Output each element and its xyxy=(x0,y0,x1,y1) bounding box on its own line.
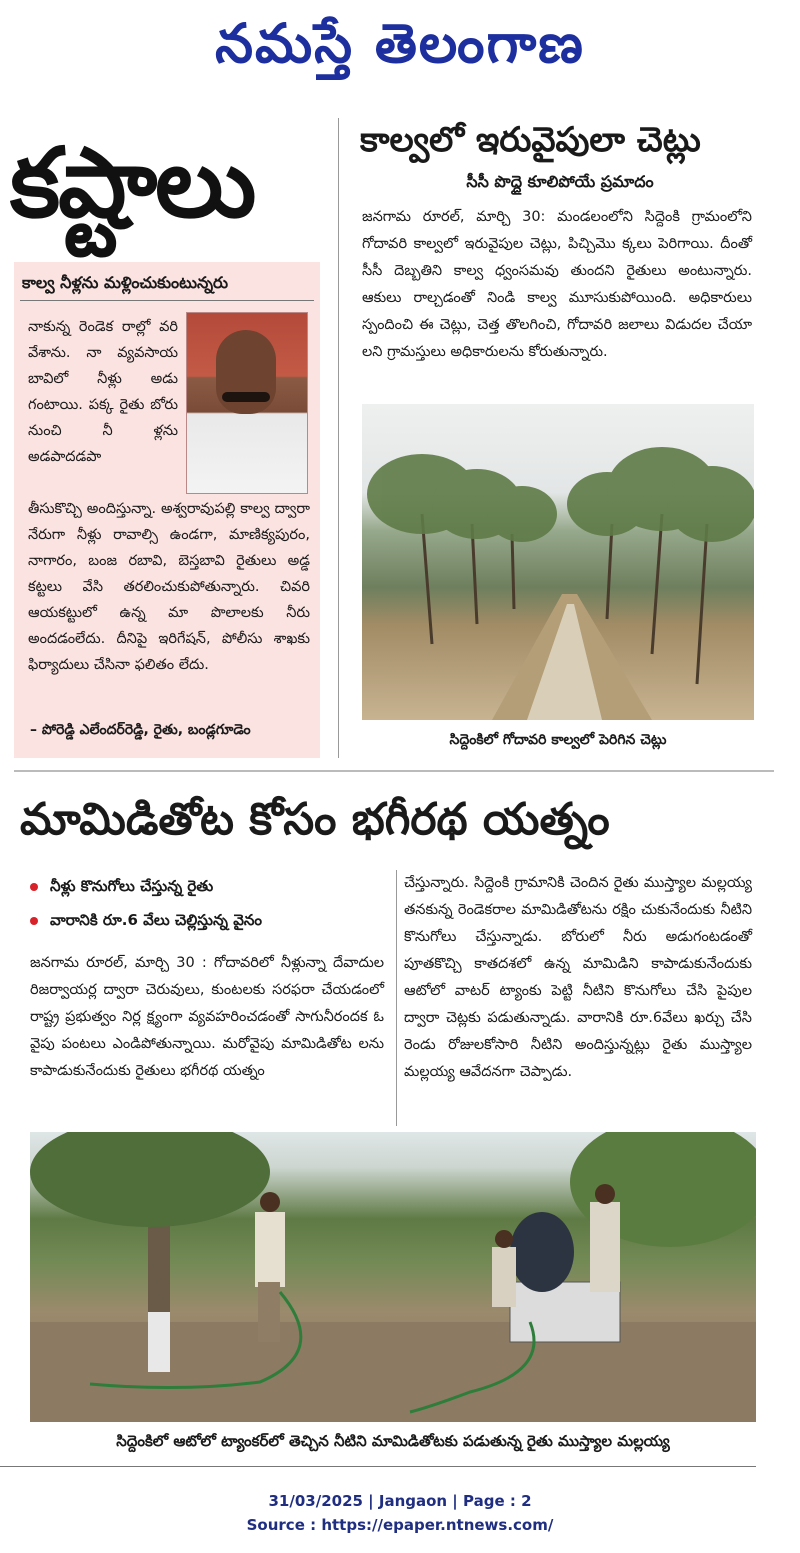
quote-box-heading: కాల్వ నీళ్లను మళ్లించుకుంటున్నరు xyxy=(22,273,229,292)
section-divider xyxy=(14,770,774,772)
bullet-item xyxy=(30,908,380,932)
quote-text-part1: నాకున్న రెండెక రాల్లో వరి వేశాను. నా వ్యవసాయ బావిలో నీళ్లు అడు గంటాయి. పక్క రైతు బోరు నుంచి నీ ళ్లను అడపాదడపా xyxy=(28,319,178,465)
mango-body-left: జనగామ రూరల్, మార్చి 30 : గోదావరిలో నీళ్లున్నా దేవాదుల రిజర్వాయర్ల ద్వారా చెరువులు, కుంటలకు సరఫరా చేయడంలో రాష్ట్ర ప్రభుత్వం నిర్ల క్ష్యంగా వ్యవహరించడంతో సాగునీరందక ఓ వైపు పంటలు ఎండిపోతున్నాయి. మరోవైపు మామిడితోట లను కాపాడుకునేందుకు రైతులు భగీరథ యత్నం xyxy=(30,955,384,1079)
source-link[interactable]: Source : https://epaper.ntnews.com/ xyxy=(246,1516,554,1534)
bullet-dot-icon xyxy=(30,883,38,891)
bullet-dot-icon xyxy=(30,917,38,925)
bullet-text: వారానికి రూ.6 వేలు చెల్లిస్తున్న వైనం xyxy=(50,911,263,929)
divider xyxy=(20,300,314,301)
quote-text-part2: తీసుకొచ్చి అందిస్తున్నా. అశ్వరావుపల్లి కాల్వ ద్వారా నేరుగా నీళ్లు రావాల్సి ఉండగా, మాణిక్యపురం, నాగారం, బంజ రబావి, బెస్తబావి రైతులు అడ్డ కట్టలు వేసి తరలించుకుపోతున్నారు. చివరి ఆయకట్టులో ఉన్న మా పొలాలకు నీరు అందడంలేదు. దీనిపై ఇరిగేషన్, పోలీసు శాఖకు ఫిర్యాదులు చేసినా ఫలితం లేదు. xyxy=(28,501,310,673)
mango-body-right: చేస్తున్నారు. సిద్దెంకి గ్రామానికి చెందిన రైతు ముస్త్యాల మల్లయ్య తనకున్న రెండెకరాల మామిడితోటను రక్షిం చుకునేందుకు నీటిని కొనుగోలు చేస్తున్నాడు. బోరులో నీరు అడుగంటడంతో పూతకొచ్చి కాతదశలో ఉన్న మామిడిని కాపాడుకునేందుకు ఆటోలో వాటర్ ట్యాంకు పెట్టి నీటిని కొనుగోలు చేసి పైపుల ద్వారా చెట్లకు పడుతున్నాడు. వారానికి రూ.6వేలు ఖర్చు చేసి రెండు రోజులకోసారి నీటిని అందిస్తున్నట్లు రైతు ముస్త్యాల మల్లయ్య ఆవేదనగా చెప్పాడు. xyxy=(404,875,752,1080)
section-title: కష్టాలు xyxy=(10,127,255,239)
article-headline: కాల్వలో ఇరువైపులా చెట్లు xyxy=(360,120,701,160)
bullet-item xyxy=(30,874,380,898)
mango-photo-caption: సిద్దెంకిలో ఆటోలో ట్యాంకర్‌లో తెచ్చిన నీటిని మామిడితోటకు పడుతున్న రైతు ముస్త్యాల మల్లయ్య xyxy=(116,1432,670,1450)
bullet-text: నీళ్లు కొనుగోలు చేస్తున్న రైతు xyxy=(50,877,214,895)
footer-divider xyxy=(0,1466,756,1467)
edition-info: 31/03/2025 | Jangaon | Page : 2 xyxy=(268,1492,532,1510)
article-body: జనగామ రూరల్, మార్చి 30: మండలంలోని సిద్దెంకి గ్రామంలోని గోదావరి కాల్వలో ఇరువైపుల చెట్లు, పిచ్చిమొ క్కలు పెరిగాయి. దీంతో సీసీ దెబ్బతిని కాల్వ ధ్వంసమవు తుందని రైతులు అంటున్నారు. ఆకులు రాల్చడంతో నిండి కాల్వ మూసుకుపోయింది. అధికారులు స్పందించి ఈ చెట్లు, చెత్త తొలగించి, గోదావరి జలాలు విడుదల చేయా లని గ్రామస్తులు అధికారులను కోరుతున్నారు. xyxy=(362,209,752,360)
mango-orchard-photo xyxy=(30,1132,756,1422)
masthead-logo: నమస్తే తెలంగాణ xyxy=(215,11,585,75)
canal-photo-caption: సిద్దెంకిలో గోదావరి కాల్వలో పెరిగిన చెట్లు xyxy=(449,732,667,748)
canal-trees-photo xyxy=(362,404,754,720)
column-divider xyxy=(396,870,397,1126)
mango-headline: మామిడితోట కోసం భగీరథ యత్నం xyxy=(20,794,610,845)
column-divider xyxy=(338,118,339,758)
quote-signature: – పోరెడ్డి ఎలేందర్‌రెడ్డి, రైతు, బండ్లగూడెం xyxy=(30,722,251,738)
article-subhead: సీసీ పొద్దై కూలిపోయే ప్రమాదం xyxy=(466,172,654,191)
portrait-moustache xyxy=(222,392,270,402)
